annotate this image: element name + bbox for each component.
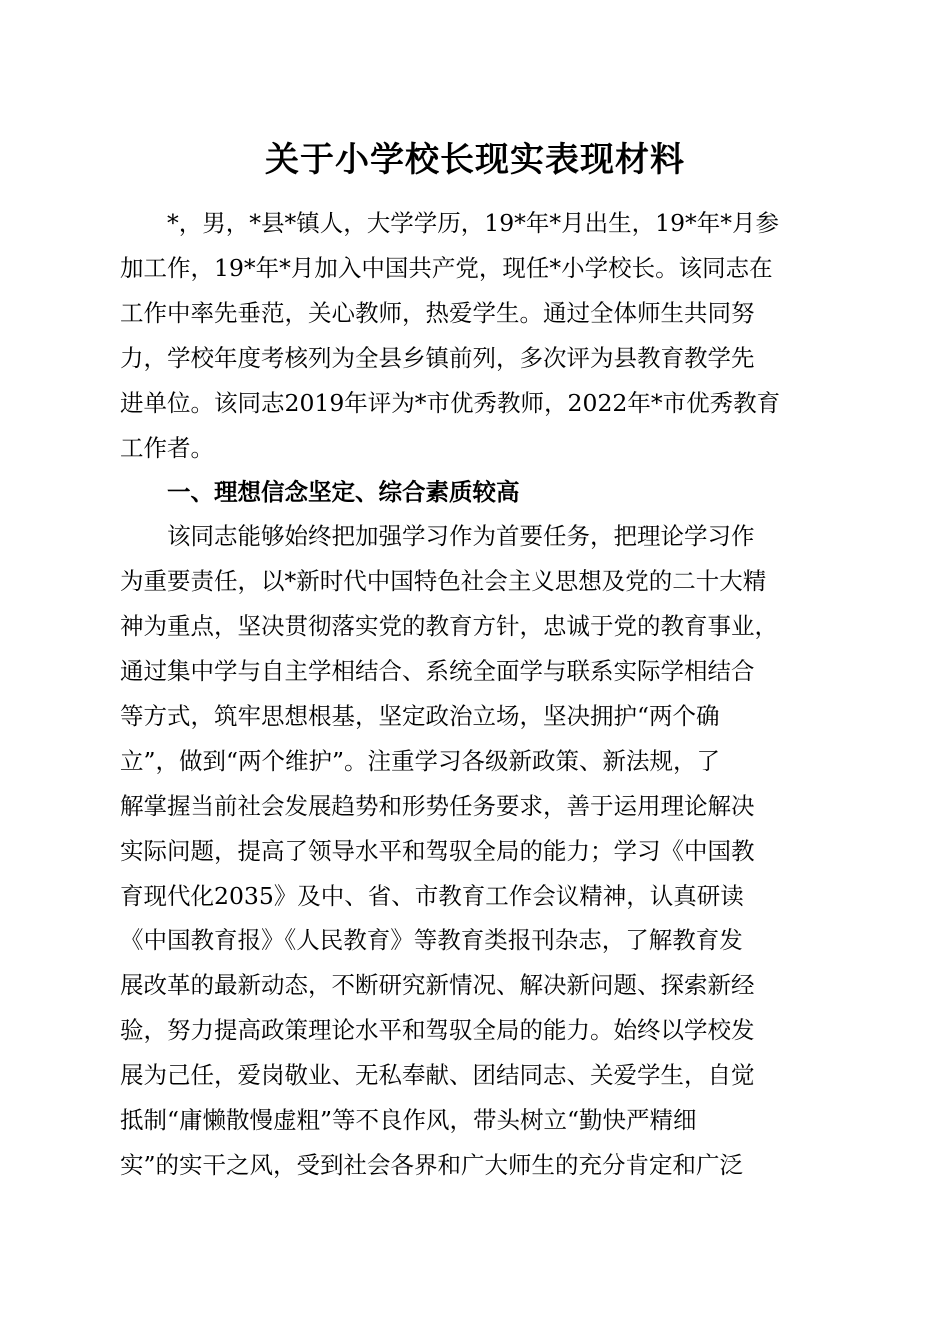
body-line: 通过集中学与自主学相结合、系统全面学与联系实际学相结合 bbox=[120, 657, 755, 685]
section-heading: 一、理想信念坚定、综合素质较高 bbox=[167, 478, 520, 506]
body-line: 等方式，筑牢思想根基，坚定政治立场，坚决拥护“两个确 bbox=[120, 702, 720, 730]
intro-line: 工作中率先垂范，关心教师，热爱学生。通过全体师生共同努 bbox=[120, 299, 755, 327]
body-line: 育现代化2035》及中、省、市教育工作会议精神，认真研读 bbox=[120, 882, 744, 910]
intro-line: 工作者。 bbox=[120, 434, 214, 462]
document-title: 关于小学校长现实表现材料 bbox=[265, 140, 685, 180]
body-line: 立”，做到“两个维护”。注重学习各级新政策、新法规，了 bbox=[120, 747, 721, 775]
body-line: 神为重点，坚决贯彻落实党的教育方针，忠诚于党的教育事业， bbox=[120, 612, 778, 640]
body-line: 展改革的最新动态，不断研究新情况、解决新问题、探索新经 bbox=[120, 971, 755, 999]
body-line: 解掌握当前社会发展趋势和形势任务要求，善于运用理论解决 bbox=[120, 792, 755, 820]
intro-line: 进单位。该同志2019年评为*市优秀教师，2022年*市优秀教育 bbox=[120, 389, 781, 417]
intro-line: 力，学校年度考核列为全县乡镇前列，多次评为县教育教学先 bbox=[120, 344, 755, 372]
body-line: 该同志能够始终把加强学习作为首要任务，把理论学习作 bbox=[167, 522, 755, 550]
body-line: 实际问题，提高了领导水平和驾驭全局的能力；学习《中国教 bbox=[120, 837, 755, 865]
intro-line: *，男，*县*镇人，大学学历，19*年*月出生，19*年*月参 bbox=[167, 209, 780, 237]
body-line: 验，努力提高政策理论水平和驾驭全局的能力。始终以学校发 bbox=[120, 1016, 755, 1044]
body-line: 展为己任，爱岗敬业、无私奉献、团结同志、关爱学生，自觉 bbox=[120, 1061, 755, 1089]
body-line: 实”的实干之风，受到社会各界和广大师生的充分肯定和广泛 bbox=[120, 1151, 744, 1179]
body-line: 抵制“庸懒散慢虚粗”等不良作风，带头树立“勤快严精细 bbox=[120, 1106, 697, 1134]
body-line: 《中国教育报》《人民教育》等教育类报刊杂志，了解教育发 bbox=[120, 926, 743, 954]
intro-line: 加工作，19*年*月加入中国共产党，现任*小学校长。该同志在 bbox=[120, 254, 773, 282]
body-line: 为重要责任，以*新时代中国特色社会主义思想及党的二十大精 bbox=[120, 567, 767, 595]
